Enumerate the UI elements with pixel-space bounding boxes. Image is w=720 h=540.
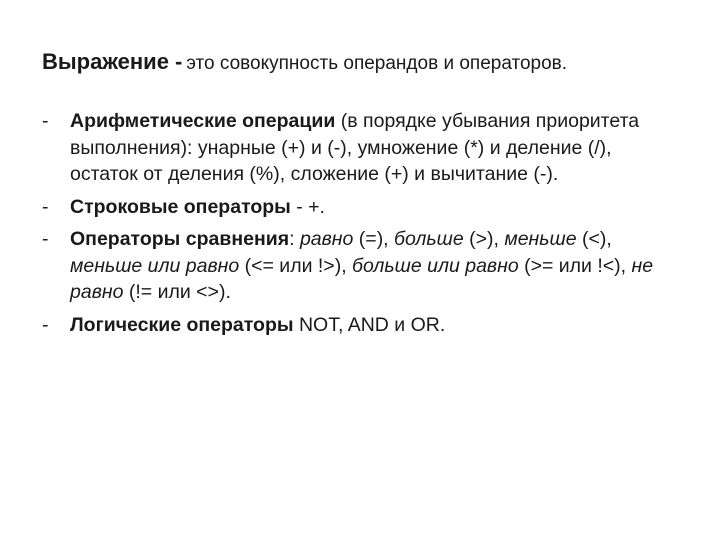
list-item	[42, 108, 682, 188]
heading-dash: -	[174, 49, 183, 74]
bullet-marker: -	[42, 110, 49, 132]
item-text: NOT, AND и OR.	[293, 313, 446, 336]
item-text: (<= или !>),	[239, 254, 353, 277]
list-item	[42, 312, 682, 339]
list-item-text	[70, 314, 445, 336]
bullet-marker: -	[42, 313, 49, 336]
item-text: - +.	[290, 195, 325, 218]
list-item-text	[70, 110, 639, 185]
list-item-text	[70, 196, 325, 218]
comparison-name: равно	[299, 228, 354, 250]
slide-heading	[42, 48, 567, 79]
bullet-marker: -	[42, 228, 49, 250]
item-text: (=),	[353, 228, 395, 250]
list-item	[42, 194, 682, 221]
item-text: (>= или !<),	[518, 254, 632, 277]
heading-definition: это совокупность операндов и операторов.	[186, 53, 568, 74]
item-text: (<),	[576, 228, 612, 250]
item-term: Строковые операторы	[70, 195, 291, 218]
list-item-text	[70, 228, 653, 303]
comparison-name: больше	[394, 228, 464, 250]
item-text: (в порядке убывания приоритета выполнения): унарные (+) и (-), умножение (*) и деление (/), остаток от деления (%), сложение (+) и вычитание (-).	[70, 110, 640, 185]
item-term: Операторы сравнения	[70, 228, 290, 250]
item-text: (>),	[463, 228, 505, 250]
comparison-name: меньше или равно	[70, 254, 240, 277]
comparison-name: не равно	[70, 254, 654, 303]
operator-list	[42, 108, 682, 344]
item-term: Арифметические операции	[70, 110, 336, 132]
list-item	[42, 226, 682, 306]
comparison-name: больше или равно	[352, 254, 519, 277]
item-term: Логические операторы	[70, 313, 294, 336]
heading-term: Выражение	[42, 49, 169, 74]
item-text: (!= или <>).	[123, 281, 231, 303]
item-text: :	[289, 228, 300, 250]
comparison-name: меньше	[504, 228, 577, 250]
bullet-marker: -	[42, 195, 49, 218]
